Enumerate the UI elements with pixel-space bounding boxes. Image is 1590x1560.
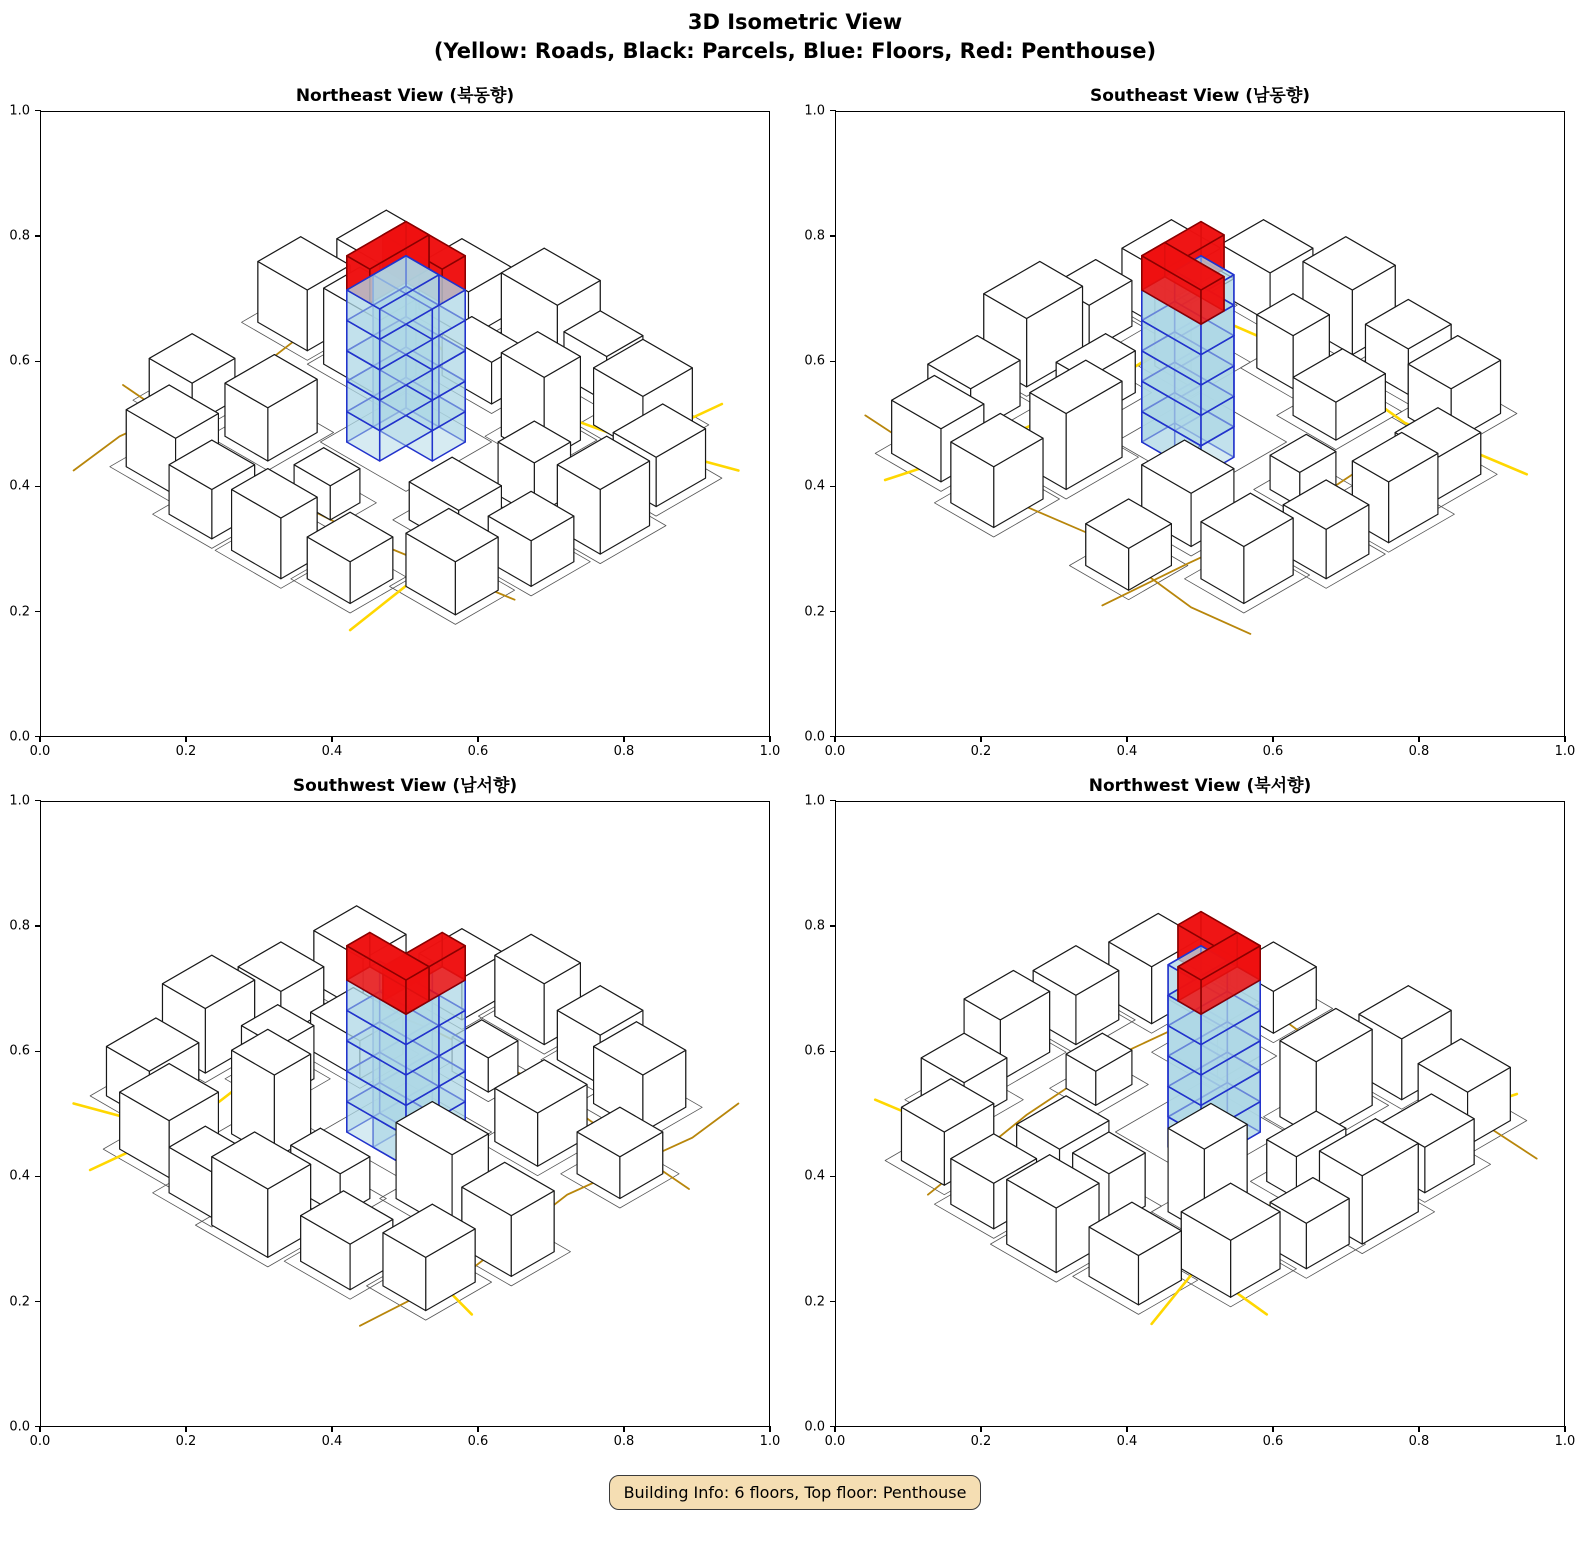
isometric-scene-northeast	[41, 112, 770, 737]
y-tick-label: 0.6	[804, 353, 825, 369]
x-tick-mark	[1126, 1426, 1127, 1432]
subplot-title-northeast: Northeast View (북동향)	[295, 85, 515, 106]
x-tick-label: 0.8	[613, 1433, 635, 1449]
figure-title-line2: (Yellow: Roads, Black: Parcels, Blue: Floors, Red: Penthouse)	[433, 39, 1157, 64]
y-tick-label: 1.0	[804, 793, 825, 809]
x-tick-label: 0.2	[970, 743, 992, 759]
y-tick-label: 0.6	[9, 353, 30, 369]
x-tick-label: 1.0	[1554, 743, 1576, 759]
y-tick-label: 1.0	[804, 103, 825, 119]
subplot-title-southwest: Southwest View (남서향)	[292, 775, 518, 796]
x-tick-mark	[1126, 736, 1127, 742]
subplot-southeast	[795, 81, 1590, 761]
y-tick-label: 0.8	[804, 918, 825, 934]
x-tick-mark	[1564, 736, 1565, 742]
x-tick-mark	[39, 1426, 40, 1432]
x-tick-mark	[1272, 1426, 1273, 1432]
x-tick-label: 0.4	[1116, 743, 1138, 759]
x-tick-label: 0.0	[824, 743, 846, 759]
x-tick-label: 0.8	[1408, 743, 1430, 759]
x-tick-label: 0.2	[175, 1433, 197, 1449]
subplot-title-southeast: Southeast View (남동향)	[1089, 85, 1311, 106]
x-tick-label: 0.4	[1116, 1433, 1138, 1449]
y-tick-label: 0.4	[9, 478, 30, 494]
x-tick-mark	[331, 736, 332, 742]
y-tick-label: 1.0	[9, 103, 30, 119]
plot-area-northwest	[835, 801, 1565, 1427]
y-tick-label: 0.6	[804, 1043, 825, 1059]
y-axis-southwest	[2, 793, 40, 1435]
figure-title-line1: 3D Isometric View	[687, 10, 903, 34]
info-wrap	[0, 1475, 1590, 1510]
y-tick-label: 0.2	[804, 1294, 825, 1310]
y-tick-label: 0.0	[9, 729, 30, 745]
x-tick-mark	[769, 1426, 770, 1432]
x-tick-mark	[834, 736, 835, 742]
x-tick-mark	[1418, 1426, 1419, 1432]
x-tick-mark	[477, 736, 478, 742]
y-tick-label: 0.0	[9, 1419, 30, 1435]
y-tick-label: 0.6	[9, 1043, 30, 1059]
y-tick-label: 0.4	[9, 1168, 30, 1184]
figure-title	[0, 0, 1590, 67]
x-tick-label: 0.6	[467, 1433, 489, 1449]
x-tick-mark	[1418, 736, 1419, 742]
x-tick-mark	[477, 1426, 478, 1432]
x-tick-label: 1.0	[759, 1433, 781, 1449]
x-axis-northeast	[29, 737, 781, 761]
y-tick-label: 0.2	[9, 1294, 30, 1310]
x-tick-mark	[331, 1426, 332, 1432]
x-tick-label: 0.8	[613, 743, 635, 759]
y-tick-label: 0.0	[804, 1419, 825, 1435]
x-tick-label: 0.4	[321, 743, 343, 759]
x-axis-southwest	[29, 1427, 781, 1451]
x-tick-label: 0.0	[824, 1433, 846, 1449]
y-tick-label: 0.4	[804, 478, 825, 494]
subplot-northeast	[0, 81, 795, 761]
x-tick-label: 0.0	[29, 743, 51, 759]
x-tick-mark	[1564, 1426, 1565, 1432]
y-tick-label: 0.4	[804, 1168, 825, 1184]
x-tick-label: 0.2	[175, 743, 197, 759]
x-tick-mark	[980, 1426, 981, 1432]
y-tick-label: 0.2	[804, 604, 825, 620]
x-tick-label: 1.0	[1554, 1433, 1576, 1449]
x-tick-label: 0.0	[29, 1433, 51, 1449]
x-tick-label: 1.0	[759, 743, 781, 759]
x-tick-mark	[834, 1426, 835, 1432]
building-info-box: Building Info: 6 floors, Top floor: Penthouse	[609, 1475, 982, 1510]
x-tick-mark	[769, 736, 770, 742]
x-tick-label: 0.4	[321, 1433, 343, 1449]
x-tick-mark	[623, 1426, 624, 1432]
y-tick-label: 0.2	[9, 604, 30, 620]
y-tick-label: 0.8	[804, 228, 825, 244]
plot-area-southeast	[835, 111, 1565, 737]
y-tick-label: 0.8	[9, 918, 30, 934]
plot-area-southwest	[40, 801, 770, 1427]
x-tick-mark	[623, 736, 624, 742]
x-tick-label: 0.6	[1262, 1433, 1284, 1449]
x-tick-label: 0.6	[467, 743, 489, 759]
x-tick-mark	[185, 1426, 186, 1432]
y-axis-northeast	[2, 103, 40, 745]
subplot-title-northwest: Northwest View (북서향)	[1088, 775, 1312, 796]
x-tick-label: 0.6	[1262, 743, 1284, 759]
y-tick-label: 0.8	[9, 228, 30, 244]
x-tick-label: 0.2	[970, 1433, 992, 1449]
x-tick-mark	[980, 736, 981, 742]
x-tick-mark	[185, 736, 186, 742]
subplot-northwest	[795, 771, 1590, 1451]
x-axis-southeast	[824, 737, 1576, 761]
x-tick-mark	[1272, 736, 1273, 742]
x-tick-label: 0.8	[1408, 1433, 1430, 1449]
y-tick-label: 0.0	[804, 729, 825, 745]
isometric-scene-southeast	[836, 112, 1565, 737]
plot-area-northeast	[40, 111, 770, 737]
y-tick-label: 1.0	[9, 793, 30, 809]
x-tick-mark	[39, 736, 40, 742]
y-axis-northwest	[797, 793, 835, 1435]
isometric-scene-southwest	[41, 802, 770, 1427]
isometric-scene-northwest	[836, 802, 1565, 1427]
subplot-southwest	[0, 771, 795, 1451]
y-axis-southeast	[797, 103, 835, 745]
x-axis-northwest	[824, 1427, 1576, 1451]
subplot-grid	[0, 81, 1590, 1451]
